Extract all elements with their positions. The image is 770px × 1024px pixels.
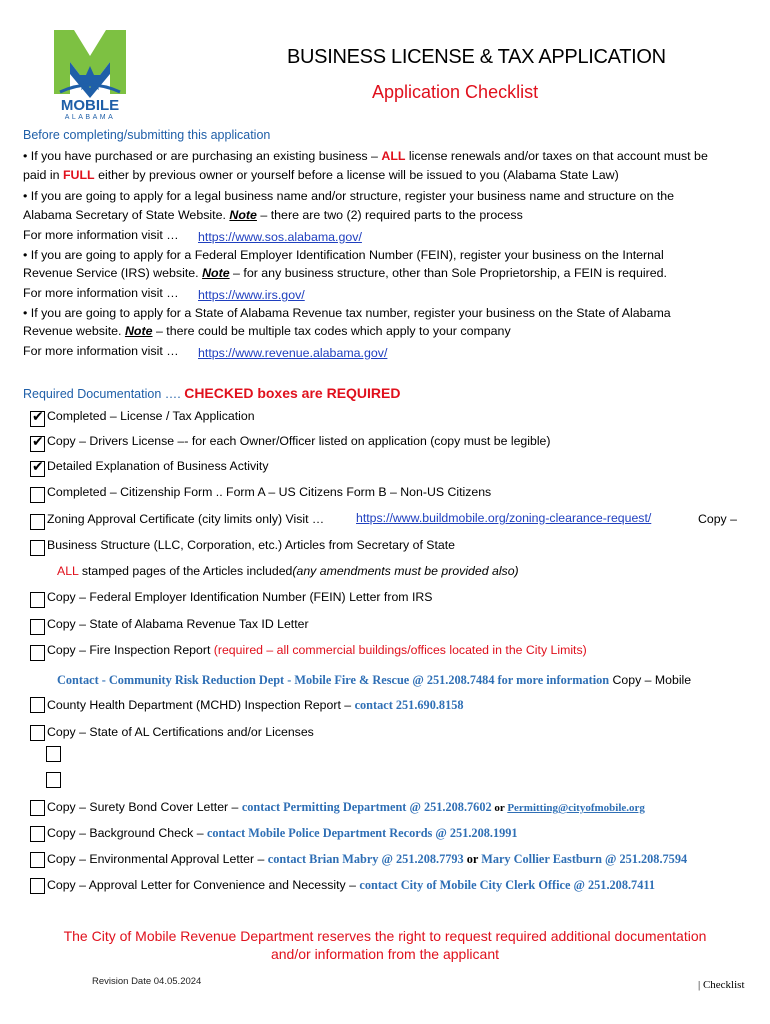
sos-link[interactable]: https://www.sos.alabama.gov/ (198, 230, 362, 244)
checkbox-fire-inspection[interactable] (30, 645, 45, 661)
required-heading: Required Documentation …. CHECKED boxes are REQUIRED (23, 385, 401, 401)
checkbox-tax-id-letter[interactable] (30, 619, 45, 635)
item-background-check: Copy – Background Check – contact Mobile Police Department Records @ 251.208.1991 (47, 826, 518, 840)
checkbox-blank-1[interactable] (46, 746, 61, 762)
checkbox-citizenship-form[interactable] (30, 487, 45, 503)
checkmark-icon: ✔ (32, 434, 44, 450)
checkbox-state-certifications[interactable] (30, 725, 45, 741)
before-para-1: • If you have purchased or are purchasing an existing business – ALL license renewals and/or taxes on that account must be (23, 149, 708, 163)
before-para-3: • If you are going to apply for a Federal Employer Identification Number (FEIN), register your business on the Internal (23, 248, 664, 262)
item-drivers-license: Copy – Drivers License –- for each Owner/Officer listed on application (copy must be legible) (47, 434, 551, 448)
before-para-2: • If you are going to apply for a legal business name and/or structure, register your business name and structure on the (23, 189, 675, 203)
before-para-4b: Revenue website. Note – there could be multiple tax codes which apply to your company (23, 324, 511, 338)
item-citizenship-form: Completed – Citizenship Form .. Form A – US Citizens Form B – Non-US Citizens (47, 485, 492, 499)
checkbox-business-activity[interactable] (30, 461, 45, 477)
page-title: BUSINESS LICENSE & TAX APPLICATION (287, 46, 666, 68)
item-license-application: Completed – License / Tax Application (47, 409, 255, 423)
item-fein-letter: Copy – Federal Employer Identification Number (FEIN) Letter from IRS (47, 590, 433, 604)
item-business-activity: Detailed Explanation of Business Activity (47, 459, 269, 473)
svg-text:MOBILE: MOBILE (60, 97, 120, 114)
checklist-tag: | Checklist (698, 979, 745, 991)
item-zoning-tail: Copy – (698, 512, 737, 526)
checkbox-license-application[interactable] (30, 411, 45, 427)
item-state-certifications: Copy – State of AL Certifications and/or Licenses (47, 725, 314, 739)
item-business-structure: Business Structure (LLC, Corporation, etc.) Articles from Secretary of State (47, 538, 456, 552)
checkbox-convenience-letter[interactable] (30, 878, 45, 894)
irs-link[interactable]: https://www.irs.gov/ (198, 288, 305, 302)
fire-contact: Contact - Community Risk Reduction Dept - Mobile Fire & Rescue @ 251.208.7484 for more information Copy – Mobile (57, 673, 692, 687)
revenue-link[interactable]: https://www.revenue.alabama.gov/ (198, 346, 388, 360)
footer-notice-line1: The City of Mobile Revenue Department reserves the right to request required additional documentation (63, 928, 707, 944)
before-para-2b: Alabama Secretary of State Website. Note – there are two (2) required parts to the process (23, 208, 523, 222)
item-tax-id-letter: Copy – State of Alabama Revenue Tax ID Letter (47, 617, 309, 631)
item-environmental: Copy – Environmental Approval Letter – contact Brian Mabry @ 251.208.7793 or Mary Collier Eastburn @ 251.208.7594 (47, 852, 688, 866)
checkmark-icon: ✔ (32, 459, 44, 475)
item-surety-bond: Copy – Surety Bond Cover Letter – contact Permitting Department @ 251.208.7602 or Permitting@cityofmobile.org (47, 800, 645, 814)
svg-text:ALABAMA: ALABAMA (64, 114, 116, 121)
item-zoning-approval: Zoning Approval Certificate (city limits only) Visit … (47, 512, 325, 526)
before-heading: Before completing/submitting this application (23, 128, 271, 142)
revision-date: Revision Date 04.05.2024 (92, 976, 202, 987)
item-health-inspection: County Health Department (MCHD) Inspection Report – contact 251.690.8158 (47, 698, 464, 712)
before-para-4: • If you are going to apply for a State of Alabama Revenue tax number, register your business on the State of Alabama (23, 306, 671, 320)
info-label-revenue: For more information visit … (23, 344, 179, 358)
checkbox-environmental[interactable] (30, 852, 45, 868)
checkbox-health-inspection[interactable] (30, 697, 45, 713)
info-label-irs: For more information visit … (23, 286, 179, 300)
checkbox-blank-2[interactable] (46, 772, 61, 788)
before-para-1b: paid in FULL either by previous owner or yourself before a license will be issued to you (Alabama State Law) (23, 168, 619, 182)
item-convenience-letter: Copy – Approval Letter for Convenience and Necessity – contact City of Mobile City Clerk Office @ 251.208.7411 (47, 878, 655, 892)
checkbox-drivers-license[interactable] (30, 436, 45, 452)
checkbox-background-check[interactable] (30, 826, 45, 842)
footer-notice-line2: and/or information from the applicant (270, 946, 499, 962)
item-fire-inspection: Copy – Fire Inspection Report (required – all commercial buildings/offices located in the City Limits) (47, 643, 587, 657)
permitting-email-link[interactable]: Permitting@cityofmobile.org (507, 802, 645, 814)
zoning-link[interactable]: https://www.buildmobile.org/zoning-clearance-request/ (356, 511, 652, 525)
before-para-3b: Revenue Service (IRS) website. Note – for any business structure, other than Sole Proprietorship, a FEIN is required. (23, 266, 667, 280)
checkbox-surety-bond[interactable] (30, 800, 45, 816)
mobile-alabama-logo (40, 26, 140, 121)
info-label-sos: For more information visit … (23, 228, 179, 242)
checkbox-business-structure[interactable] (30, 540, 45, 556)
item-articles-note: ALL stamped pages of the Articles included(any amendments must be provided also) (57, 564, 519, 578)
checkbox-fein-letter[interactable] (30, 592, 45, 608)
checkbox-zoning-approval[interactable] (30, 514, 45, 530)
checkmark-icon: ✔ (32, 409, 44, 425)
page-subtitle: Application Checklist (372, 82, 539, 102)
